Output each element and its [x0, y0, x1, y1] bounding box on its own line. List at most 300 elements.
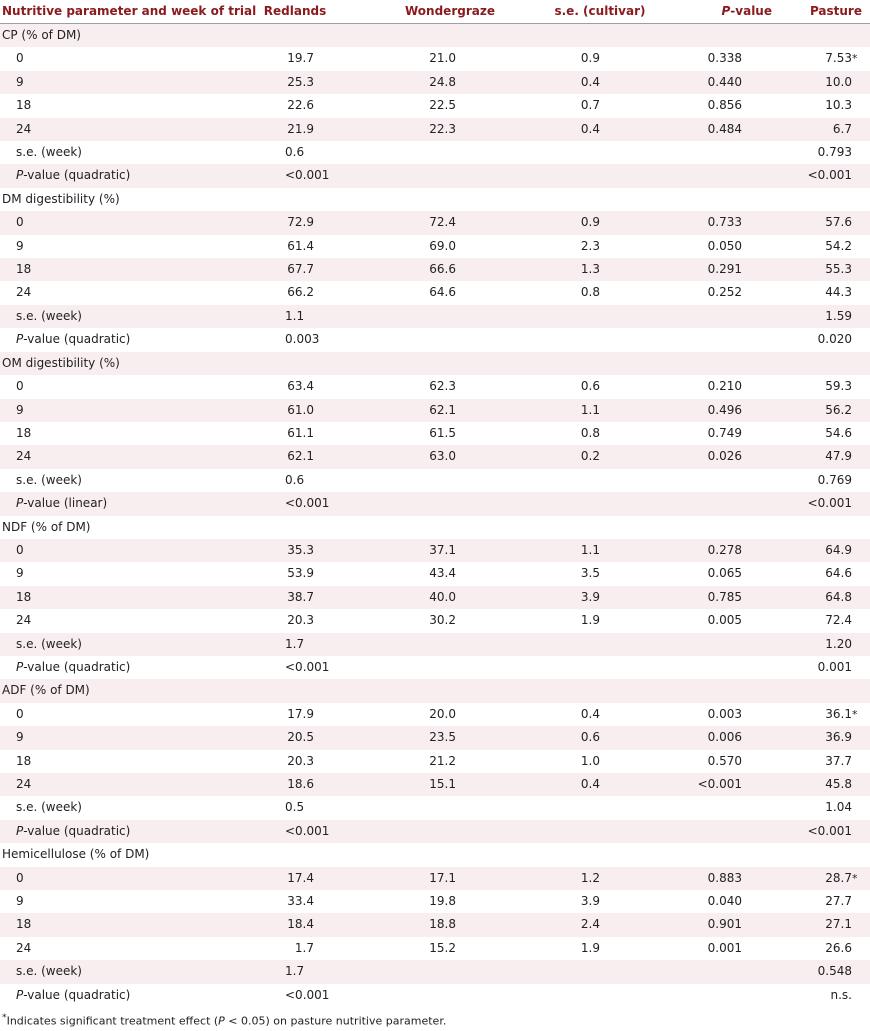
redlands-cell: 38.7	[220, 586, 370, 609]
se-cultivar-cell: 1.0	[580, 753, 600, 768]
table-row	[0, 726, 870, 749]
empty-cell	[530, 820, 670, 843]
pasture-cell	[790, 820, 870, 843]
header-pasture: Pasture	[809, 4, 862, 18]
empty-cell	[670, 796, 790, 819]
pasture-cell	[790, 469, 870, 492]
pasture-value: 36.1	[825, 706, 852, 721]
table-row	[0, 586, 870, 609]
pasture-cell	[790, 609, 870, 632]
pasture-value: <0.001	[807, 823, 852, 838]
pasture-cell	[790, 235, 870, 258]
table-row	[0, 375, 870, 398]
empty-cell	[530, 984, 670, 1007]
week-label: 18	[16, 425, 32, 440]
stat-label	[0, 796, 220, 819]
week-label: 0	[16, 706, 24, 721]
pasture-value: 72.4	[825, 613, 852, 628]
stat-label	[0, 633, 220, 656]
pasture-cell	[790, 258, 870, 281]
stat-label	[0, 305, 220, 328]
wondergraze-cell: 62.3	[429, 379, 456, 394]
redlands-cell: 1.7	[294, 940, 314, 955]
stat-label-text: -value (quadratic)	[23, 823, 131, 838]
stat-label	[0, 656, 220, 679]
pooled-value: 0.5	[285, 800, 305, 815]
table-row	[0, 656, 870, 679]
table-row	[0, 937, 870, 960]
p-value-cell: 0.570	[707, 753, 742, 768]
empty-cell	[670, 469, 790, 492]
stat-label-italic: P	[16, 987, 24, 1002]
week-label: 18	[16, 98, 32, 113]
section-label: CP (% of DM)	[0, 24, 870, 48]
empty-cell	[530, 469, 670, 492]
table-row	[0, 867, 870, 890]
pasture-value: 0.793	[817, 145, 852, 160]
redlands-cell: 25.3	[220, 71, 370, 94]
se-cultivar-cell: 1.1	[530, 399, 670, 422]
p-value-cell: 0.278	[670, 539, 790, 562]
pasture-value: 36.9	[825, 730, 852, 745]
se-cultivar-cell: 1.3	[530, 258, 670, 281]
significance-marker: *	[852, 52, 858, 66]
se-cultivar-cell: 0.4	[530, 71, 670, 94]
week-label: 0	[16, 379, 24, 394]
se-cultivar-cell: 0.4	[580, 706, 600, 721]
stat-label	[0, 328, 220, 351]
p-value-cell: 0.291	[670, 258, 790, 281]
pooled-value: <0.001	[285, 659, 330, 674]
table-row	[0, 399, 870, 422]
wondergraze-cell: 15.2	[429, 940, 456, 955]
se-cultivar-cell: 1.9	[580, 940, 600, 955]
p-value-cell: 0.496	[670, 399, 790, 422]
week-label: 9	[0, 726, 220, 749]
wondergraze-cell: 21.2	[429, 753, 456, 768]
pasture-cell	[790, 211, 870, 234]
pooled-value: 1.7	[220, 960, 530, 983]
pasture-value: 27.1	[825, 917, 852, 932]
week-label: 18	[0, 913, 220, 936]
section-label: Hemicellulose (% of DM)	[2, 847, 150, 862]
se-cultivar-cell: 0.7	[580, 98, 600, 113]
pooled-value: 0.6	[285, 472, 305, 487]
empty-cell	[530, 164, 670, 187]
week-label: 18	[0, 258, 220, 281]
pasture-value: <0.001	[807, 168, 852, 183]
section-row	[0, 188, 870, 211]
se-cultivar-cell: 0.9	[530, 211, 670, 234]
redlands-cell: 17.4	[220, 867, 370, 890]
pasture-value: 0.548	[817, 964, 852, 979]
empty-cell	[670, 656, 790, 679]
empty-cell	[670, 820, 790, 843]
wondergraze-cell: 61.5	[429, 425, 456, 440]
pasture-cell	[790, 913, 870, 936]
redlands-cell: 61.1	[287, 425, 314, 440]
section-row	[0, 24, 870, 48]
pasture-cell	[790, 281, 870, 304]
stat-label-italic: P	[16, 332, 24, 347]
pooled-value: 0.003	[285, 332, 320, 347]
pasture-cell	[790, 562, 870, 585]
wondergraze-cell: 64.6	[429, 285, 456, 300]
redlands-cell: 62.1	[220, 445, 370, 468]
se-cultivar-cell: 3.9	[580, 894, 600, 909]
table-row	[0, 211, 870, 234]
se-cultivar-cell: 3.9	[530, 586, 670, 609]
week-label: 24	[0, 773, 220, 796]
pasture-value: 47.9	[825, 449, 852, 464]
p-value-cell: 0.883	[670, 867, 790, 890]
stat-label-text: -value (quadratic)	[23, 168, 131, 183]
pasture-cell	[790, 375, 870, 398]
table-row	[0, 773, 870, 796]
pasture-cell	[790, 305, 870, 328]
header-redlands: Redlands	[263, 4, 327, 18]
redlands-cell: 72.9	[220, 211, 370, 234]
wondergraze-cell: 15.1	[370, 773, 530, 796]
pasture-value: 0.769	[817, 472, 852, 487]
p-value-cell: 0.005	[707, 613, 742, 628]
stat-label-text: s.e. (week)	[16, 308, 82, 323]
empty-cell	[530, 633, 670, 656]
week-label: 9	[16, 566, 24, 581]
pasture-value: 64.6	[825, 566, 852, 581]
p-value-cell: 0.484	[670, 118, 790, 141]
pasture-cell	[790, 796, 870, 819]
p-value-cell: 0.006	[670, 726, 790, 749]
pasture-cell	[790, 71, 870, 94]
table-row	[0, 141, 870, 164]
week-label: 24	[0, 445, 220, 468]
p-value-cell: 0.026	[670, 445, 790, 468]
pooled-value: 0.6	[285, 145, 305, 160]
pasture-cell	[790, 118, 870, 141]
header-p-value: P-value	[721, 4, 772, 18]
se-cultivar-cell: 0.4	[530, 118, 670, 141]
p-value-cell: 0.065	[707, 566, 742, 581]
table-row	[0, 47, 870, 70]
week-label: 0	[0, 867, 220, 890]
redlands-cell: 61.0	[220, 399, 370, 422]
empty-cell	[530, 141, 670, 164]
p-value-cell: 0.050	[707, 238, 742, 253]
pasture-cell	[790, 656, 870, 679]
table-row	[0, 890, 870, 913]
table-row	[0, 281, 870, 304]
empty-cell	[670, 141, 790, 164]
pasture-cell	[790, 539, 870, 562]
wondergraze-cell: 18.8	[370, 913, 530, 936]
pasture-value: 26.6	[825, 940, 852, 955]
table-row	[0, 913, 870, 936]
pooled-value: <0.001	[285, 987, 330, 1002]
redlands-cell: 20.3	[287, 613, 314, 628]
redlands-cell: 20.5	[220, 726, 370, 749]
se-cultivar-cell: 1.2	[530, 867, 670, 890]
stat-label-text: -value (quadratic)	[23, 987, 131, 1002]
pasture-value: 6.7	[832, 121, 852, 136]
pasture-cell	[790, 750, 870, 773]
pasture-value: <0.001	[807, 496, 852, 511]
se-cultivar-cell: 1.1	[530, 539, 670, 562]
redlands-cell: 20.3	[287, 753, 314, 768]
stat-label-text: s.e. (week)	[16, 472, 82, 487]
week-label: 9	[0, 399, 220, 422]
stat-label	[0, 492, 220, 515]
pasture-value: 59.3	[825, 379, 852, 394]
pasture-cell	[790, 586, 870, 609]
stat-label-text: s.e. (week)	[16, 636, 82, 651]
pasture-value: 55.3	[825, 262, 852, 277]
table-row	[0, 164, 870, 187]
p-value-cell: <0.001	[670, 773, 790, 796]
se-cultivar-cell: 0.9	[580, 51, 600, 66]
p-value-cell: 0.040	[707, 894, 742, 909]
wondergraze-cell: 40.0	[370, 586, 530, 609]
table-row	[0, 609, 870, 632]
header-param: Nutritive parameter and week of trial	[2, 4, 257, 18]
header-wondergraze: Wondergraze	[405, 4, 495, 18]
p-value-cell: 0.003	[707, 706, 742, 721]
wondergraze-cell: 66.6	[370, 258, 530, 281]
pasture-value: 37.7	[825, 753, 852, 768]
pooled-value: 1.1	[220, 305, 530, 328]
redlands-cell: 22.6	[287, 98, 314, 113]
wondergraze-cell: 72.4	[370, 211, 530, 234]
wondergraze-cell: 63.0	[370, 445, 530, 468]
section-label: DM digestibility (%)	[2, 191, 120, 206]
se-cultivar-cell: 0.8	[580, 425, 600, 440]
pasture-value: 64.9	[825, 542, 852, 557]
empty-cell	[670, 328, 790, 351]
section-row	[0, 679, 870, 702]
week-label: 18	[16, 753, 32, 768]
week-label: 18	[0, 586, 220, 609]
stat-label	[0, 960, 220, 983]
table-row	[0, 118, 870, 141]
empty-cell	[530, 328, 670, 351]
week-label: 9	[16, 238, 24, 253]
pasture-cell	[790, 937, 870, 960]
empty-cell	[530, 796, 670, 819]
pasture-cell	[790, 328, 870, 351]
pasture-cell	[790, 492, 870, 515]
redlands-cell: 17.9	[287, 706, 314, 721]
week-label: 24	[0, 118, 220, 141]
table-row	[0, 750, 870, 773]
stat-label-text: s.e. (week)	[16, 964, 82, 979]
wondergraze-cell: 20.0	[429, 706, 456, 721]
week-label: 9	[16, 894, 24, 909]
pasture-value: 7.53	[825, 51, 852, 66]
section-label: ADF (% of DM)	[0, 679, 870, 702]
week-label: 24	[16, 940, 32, 955]
stat-label-italic: P	[16, 496, 24, 511]
wondergraze-cell: 22.5	[429, 98, 456, 113]
pasture-cell	[790, 703, 870, 726]
pasture-cell	[790, 445, 870, 468]
empty-cell	[670, 984, 790, 1007]
pasture-value: n.s.	[830, 987, 852, 1002]
table-row	[0, 562, 870, 585]
stat-label	[0, 141, 220, 164]
stat-label	[0, 469, 220, 492]
pasture-value: 1.59	[825, 308, 852, 323]
pasture-cell	[790, 726, 870, 749]
p-value-cell: 0.210	[707, 379, 742, 394]
wondergraze-cell: 23.5	[370, 726, 530, 749]
stat-label-text: s.e. (week)	[16, 145, 82, 160]
empty-cell	[530, 656, 670, 679]
table-row	[0, 258, 870, 281]
pasture-value: 10.3	[825, 98, 852, 113]
pasture-cell	[790, 773, 870, 796]
pasture-value: 0.020	[817, 332, 852, 347]
pasture-value: 1.20	[825, 636, 852, 651]
section-row	[0, 516, 870, 539]
p-value-cell: 0.733	[670, 211, 790, 234]
pasture-cell	[790, 399, 870, 422]
pasture-value: 28.7	[825, 870, 852, 885]
stat-label	[0, 984, 220, 1007]
se-cultivar-cell: 2.3	[580, 238, 600, 253]
header-se-cultivar: s.e. (cultivar)	[554, 4, 646, 18]
pasture-cell	[790, 890, 870, 913]
pasture-value: 10.0	[825, 74, 852, 89]
pasture-cell	[790, 47, 870, 70]
stat-label-italic: P	[16, 823, 24, 838]
se-cultivar-cell: 0.6	[580, 379, 600, 394]
p-value-cell: 0.856	[707, 98, 742, 113]
week-label: 24	[16, 613, 32, 628]
pooled-value: 1.7	[220, 633, 530, 656]
stat-label-text: -value (quadratic)	[23, 332, 131, 347]
pasture-cell	[790, 141, 870, 164]
stat-label	[0, 164, 220, 187]
se-cultivar-cell: 0.2	[530, 445, 670, 468]
empty-cell	[530, 305, 670, 328]
pasture-value: 54.2	[825, 238, 852, 253]
pasture-cell	[790, 633, 870, 656]
pasture-value: 1.04	[825, 800, 852, 815]
table-row	[0, 960, 870, 983]
wondergraze-cell: 22.3	[370, 118, 530, 141]
pasture-value: 44.3	[825, 285, 852, 300]
se-cultivar-cell: 2.4	[530, 913, 670, 936]
stat-label-text: -value (linear)	[23, 496, 108, 511]
section-label: NDF (% of DM)	[2, 519, 91, 534]
stat-label	[0, 820, 220, 843]
table-row	[0, 94, 870, 117]
redlands-cell: 53.9	[287, 566, 314, 581]
pooled-value: <0.001	[220, 164, 530, 187]
p-value-cell: 0.901	[670, 913, 790, 936]
stat-label-italic: P	[16, 659, 24, 674]
se-cultivar-cell: 3.5	[580, 566, 600, 581]
se-cultivar-cell: 0.6	[530, 726, 670, 749]
redlands-cell: 21.9	[220, 118, 370, 141]
wondergraze-cell: 69.0	[429, 238, 456, 253]
wondergraze-cell: 21.0	[429, 51, 456, 66]
p-value-cell: 0.749	[707, 425, 742, 440]
wondergraze-cell: 62.1	[370, 399, 530, 422]
table-row	[0, 633, 870, 656]
redlands-cell: 67.7	[220, 258, 370, 281]
pasture-value: 45.8	[825, 777, 852, 791]
stat-label-italic: P	[16, 168, 24, 183]
week-label: 0	[0, 539, 220, 562]
table-row	[0, 71, 870, 94]
table-row	[0, 492, 870, 515]
week-label: 9	[0, 71, 220, 94]
pasture-value: 0.001	[817, 659, 852, 674]
table-row	[0, 796, 870, 819]
empty-cell	[670, 305, 790, 328]
redlands-cell: 63.4	[287, 379, 314, 394]
p-value-cell: 0.001	[707, 940, 742, 955]
pasture-cell	[790, 422, 870, 445]
table-row	[0, 984, 870, 1007]
significance-marker: *	[852, 871, 858, 885]
table-header-row	[0, 0, 870, 24]
pasture-value: 57.6	[825, 215, 852, 230]
significance-marker: *	[852, 707, 858, 721]
section-label: OM digestibility (%)	[0, 352, 870, 375]
section-row	[0, 843, 870, 866]
wondergraze-cell: 17.1	[370, 867, 530, 890]
table-row	[0, 703, 870, 726]
wondergraze-cell: 30.2	[429, 613, 456, 628]
footnote: *Indicates significant treatment effect (P < 0.05) on pasture nutritive parameter.	[2, 1012, 447, 1028]
week-label: 0	[16, 51, 24, 66]
p-value-cell: 0.440	[670, 71, 790, 94]
p-value-cell: 0.785	[670, 586, 790, 609]
table-row	[0, 445, 870, 468]
table-row	[0, 820, 870, 843]
pasture-value: 27.7	[825, 894, 852, 909]
stat-label-text: -value (quadratic)	[23, 659, 131, 674]
pasture-cell	[790, 984, 870, 1007]
wondergraze-cell: 37.1	[370, 539, 530, 562]
redlands-cell: 66.2	[287, 285, 314, 300]
pasture-cell	[790, 960, 870, 983]
table-row	[0, 305, 870, 328]
pooled-value: <0.001	[220, 492, 530, 515]
wondergraze-cell: 24.8	[370, 71, 530, 94]
pasture-cell	[790, 94, 870, 117]
redlands-cell: 19.7	[287, 51, 314, 66]
table-body	[0, 24, 870, 1008]
p-value-cell: 0.252	[707, 285, 742, 300]
redlands-cell: 35.3	[220, 539, 370, 562]
week-label: 0	[0, 211, 220, 234]
p-value-cell: 0.338	[707, 51, 742, 66]
pasture-cell	[790, 867, 870, 890]
empty-cell	[530, 960, 670, 983]
redlands-cell: 61.4	[287, 238, 314, 253]
pasture-cell	[790, 164, 870, 187]
se-cultivar-cell: 1.9	[580, 613, 600, 628]
wondergraze-cell: 19.8	[429, 894, 456, 909]
table-row	[0, 469, 870, 492]
section-row	[0, 352, 870, 375]
empty-cell	[670, 633, 790, 656]
se-cultivar-cell: 0.4	[530, 773, 670, 796]
redlands-cell: 18.4	[220, 913, 370, 936]
